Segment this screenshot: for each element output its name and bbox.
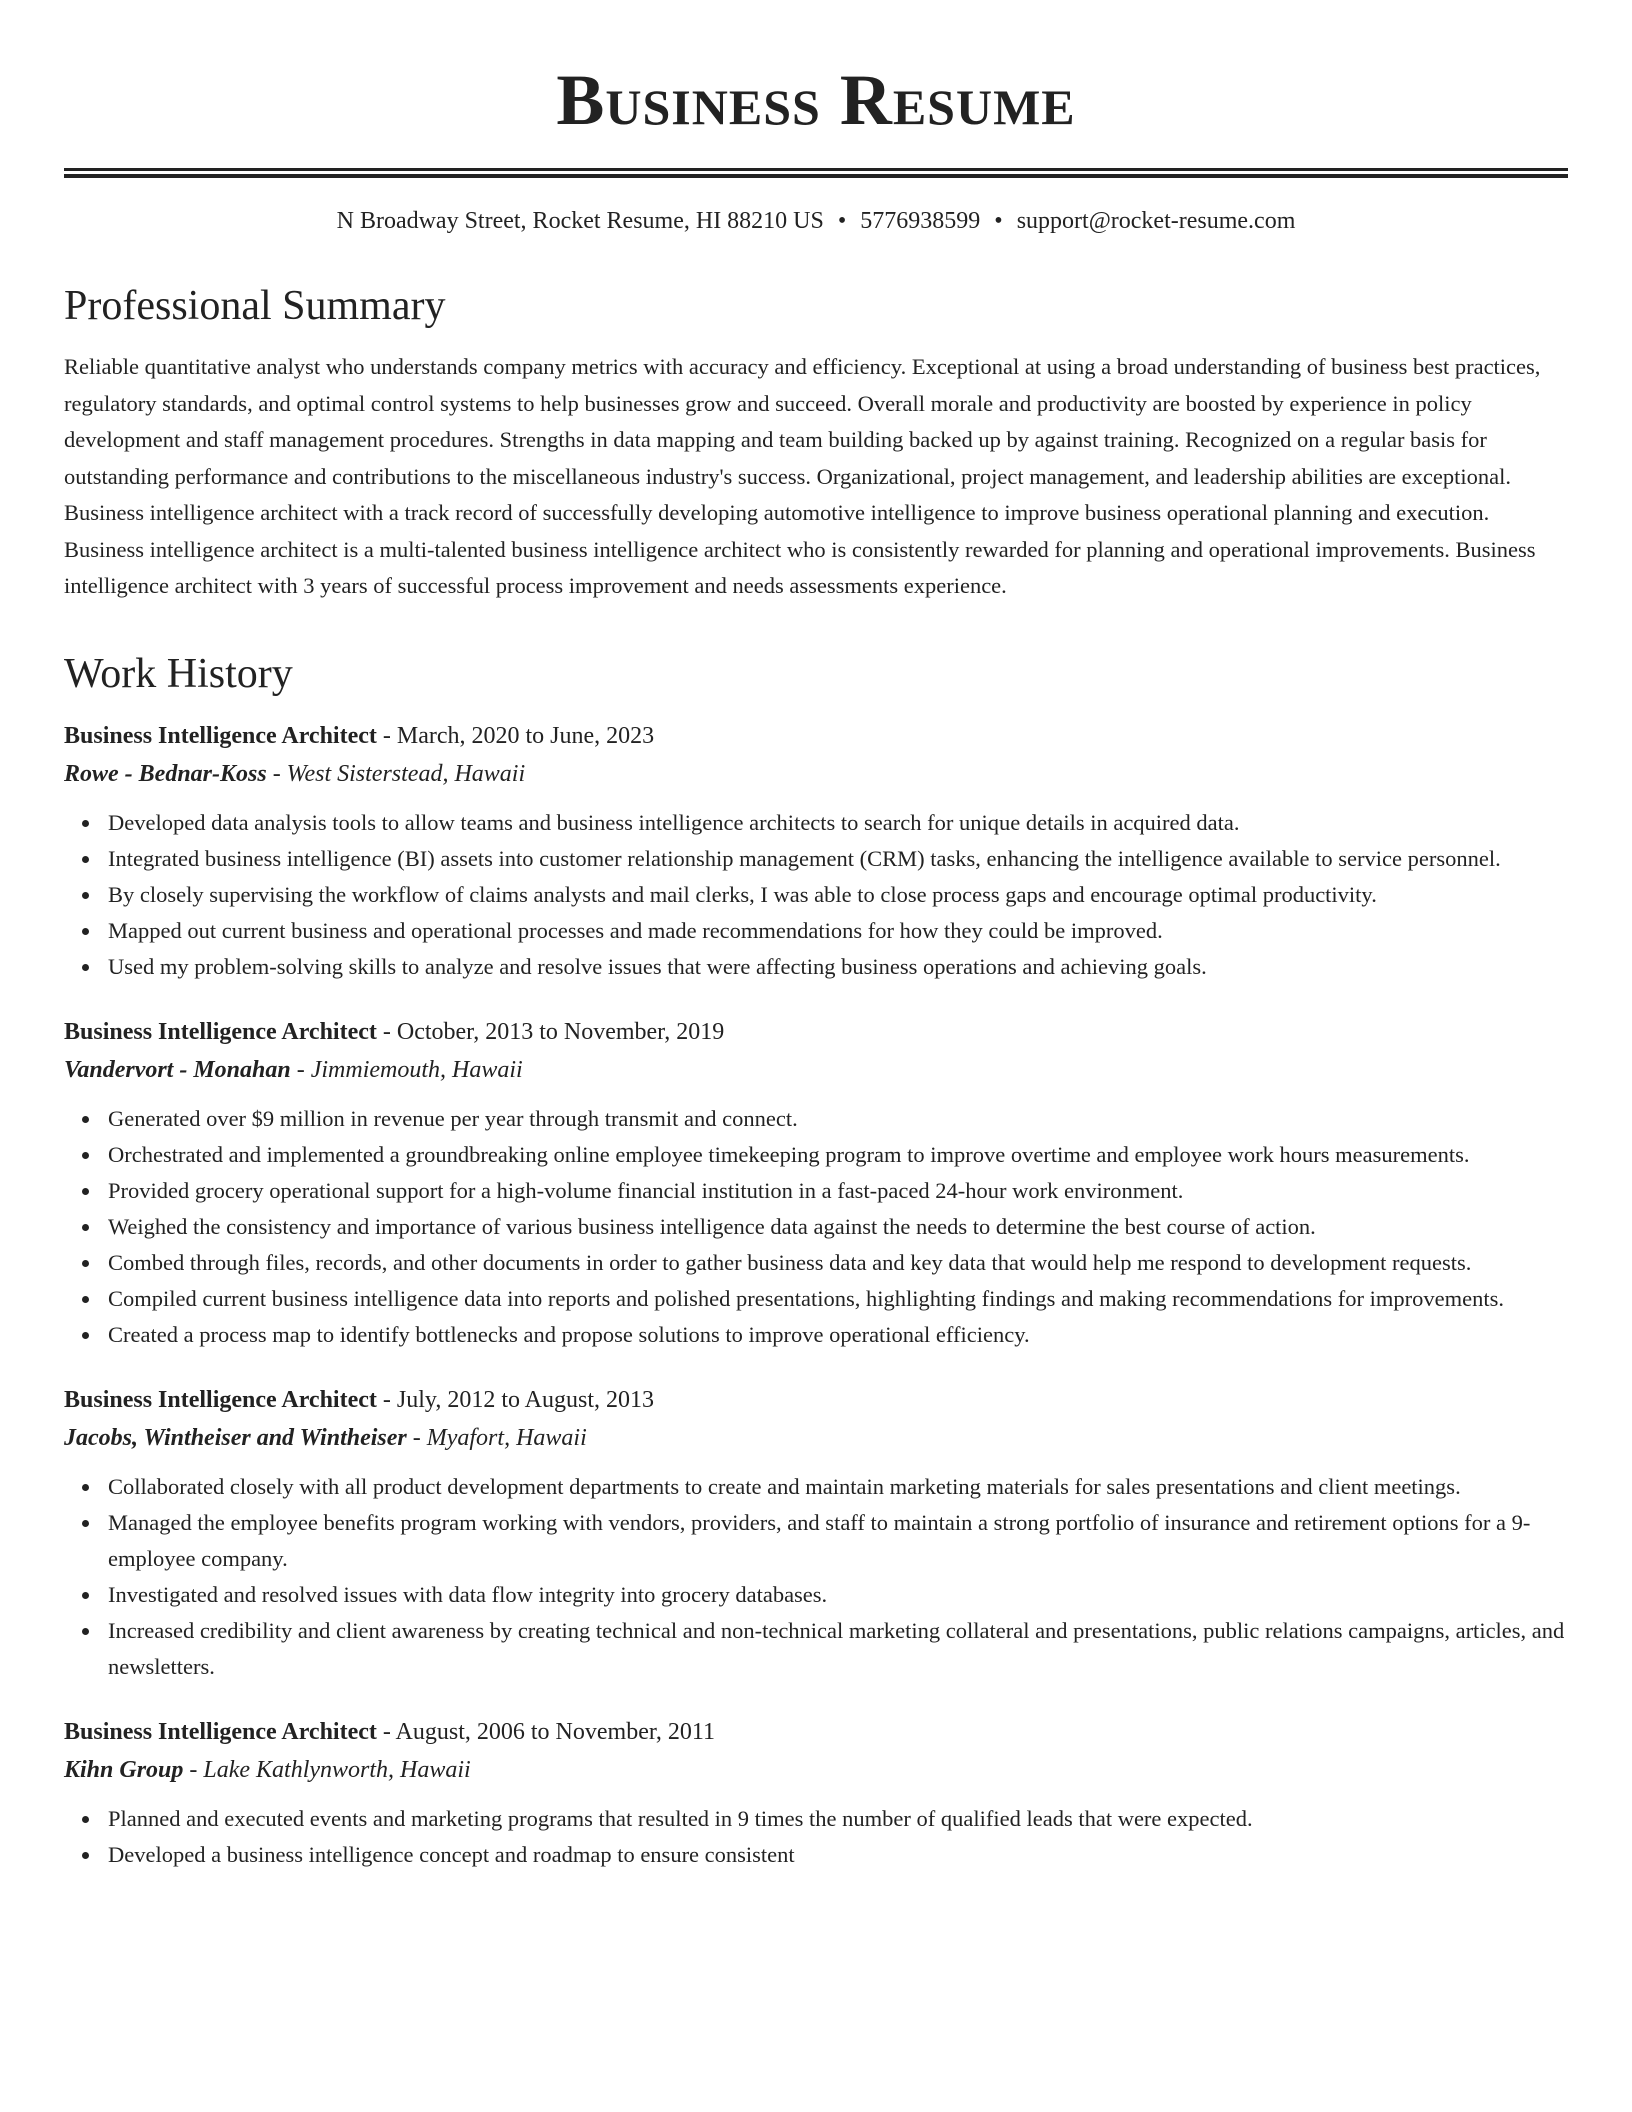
job-company-line: [64, 1751, 1568, 1789]
job-bullet: Managed the employee benefits program working with vendors, providers, and staff to maintain a strong portfolio of insurance and retirement options for a 9-employee company.: [64, 1505, 1568, 1577]
job-company-line: [64, 1419, 1568, 1457]
job-bullet: Developed a business intelligence concept and roadmap to ensure consistent: [64, 1837, 1568, 1873]
job-company: Vandervort - Monahan: [64, 1057, 291, 1084]
job-bullet: Mapped out current business and operational processes and made recommendations for how they could be improved.: [64, 913, 1568, 949]
job-bullets: [64, 1469, 1568, 1685]
job-entry: [64, 1713, 1568, 1873]
job-bullet: Created a process map to identify bottlenecks and propose solutions to improve operational efficiency.: [64, 1317, 1568, 1353]
job-title-line: [64, 717, 1568, 755]
contact-address: N Broadway Street, Rocket Resume, HI 88210 US: [336, 208, 824, 234]
job-title: Business Intelligence Architect: [64, 1387, 377, 1414]
job-company: Rowe - Bednar-Koss: [64, 761, 267, 788]
work-history-heading: Work History: [64, 650, 293, 697]
job-bullet: Orchestrated and implemented a groundbreaking online employee timekeeping program to improve overtime and employee work hours measurements.: [64, 1137, 1568, 1173]
job-bullet: Generated over $9 million in revenue per year through transmit and connect.: [64, 1101, 1568, 1137]
contact-email: support@rocket-resume.com: [1016, 208, 1296, 234]
job-title: Business Intelligence Architect: [64, 1719, 377, 1746]
job-title-line: [64, 1381, 1568, 1419]
job-dates: - August, 2006 to November, 2011: [376, 1719, 715, 1746]
job-bullet: Provided grocery operational support for a high-volume financial institution in a fast-paced 24-hour work environment.: [64, 1173, 1568, 1209]
job-company: Kihn Group: [64, 1757, 184, 1784]
job-bullet: Collaborated closely with all product development departments to create and maintain marketing materials for sales presentations and client meetings.: [64, 1469, 1568, 1505]
job-bullet: Planned and executed events and marketing programs that resulted in 9 times the number of qualified leads that were expected.: [64, 1801, 1568, 1837]
job-location: - Lake Kathlynworth, Hawaii: [183, 1757, 471, 1784]
job-bullet: Increased credibility and client awareness by creating technical and non-technical marketing collateral and presentations, public relations campaigns, articles, and newsletters.: [64, 1613, 1568, 1685]
contact-line: [64, 206, 1568, 237]
contact-separator: •: [994, 208, 1003, 234]
job-entry: [64, 1381, 1568, 1685]
job-bullets: [64, 805, 1568, 985]
job-bullet: Combed through files, records, and other documents in order to gather business data and key data that would help me respond to development requests.: [64, 1245, 1568, 1281]
job-location: - West Sisterstead, Hawaii: [266, 761, 526, 788]
contact-phone: 5776938599: [860, 208, 981, 234]
job-company-line: [64, 1051, 1568, 1089]
job-bullets: [64, 1101, 1568, 1353]
job-location: - Jimmiemouth, Hawaii: [290, 1057, 523, 1084]
job-entry: [64, 717, 1568, 985]
job-entry: [64, 1013, 1568, 1353]
job-dates: - July, 2012 to August, 2013: [376, 1387, 654, 1414]
job-company: Jacobs, Wintheiser and Wintheiser: [64, 1425, 407, 1452]
job-bullet: Weighed the consistency and importance of various business intelligence data against the needs to determine the best course of action.: [64, 1209, 1568, 1245]
job-bullets: [64, 1801, 1568, 1873]
job-company-line: [64, 755, 1568, 793]
job-bullet: Investigated and resolved issues with data flow integrity into grocery databases.: [64, 1577, 1568, 1613]
job-title: Business Intelligence Architect: [64, 723, 377, 750]
document-title: Business Resume: [556, 60, 1076, 140]
job-bullet: Used my problem-solving skills to analyze and resolve issues that were affecting business operations and achieving goals.: [64, 949, 1568, 985]
job-bullet: Compiled current business intelligence data into reports and polished presentations, highlighting findings and making recommendations for improvements.: [64, 1281, 1568, 1317]
job-bullet: Integrated business intelligence (BI) assets into customer relationship management (CRM) tasks, enhancing the intelligence available to service personnel.: [64, 841, 1568, 877]
title-double-rule: [64, 168, 1568, 178]
contact-separator: •: [837, 208, 847, 234]
job-dates: - March, 2020 to June, 2023: [376, 723, 655, 750]
job-bullet: By closely supervising the workflow of claims analysts and mail clerks, I was able to close process gaps and encourage optimal productivity.: [64, 877, 1568, 913]
job-dates: - October, 2013 to November, 2019: [376, 1019, 725, 1046]
job-title-line: [64, 1713, 1568, 1751]
summary-text: Reliable quantitative analyst who understands company metrics with accuracy and efficiency. Exceptional at using a broad understanding of business best practices, regulatory standards, and optimal control systems to help businesses grow and succeed. Overall morale and productivity are boosted by experience in policy development and staff management procedures. Strengths in data mapping and team building backed up by against training. Recognized on a regular basis for outstanding performance and contributions to the miscellaneous industry's success. Organizational, project management, and leadership abilities are exceptional. Business intelligence architect with a track record of successfully developing automotive intelligence to improve business operational planning and execution. Business intelligence architect is a multi-talented business intelligence architect who is consistently rewarded for planning and operational improvements. Business intelligence architect with 3 years of successful process improvement and needs assessments experience.: [64, 354, 1541, 599]
job-bullet: Developed data analysis tools to allow teams and business intelligence architects to search for unique details in acquired data.: [64, 805, 1568, 841]
job-title-line: [64, 1013, 1568, 1051]
job-location: - Myafort, Hawaii: [406, 1425, 587, 1452]
summary-heading: Professional Summary: [64, 283, 446, 330]
work-history-list: [64, 717, 1568, 1873]
job-title: Business Intelligence Architect: [64, 1019, 377, 1046]
